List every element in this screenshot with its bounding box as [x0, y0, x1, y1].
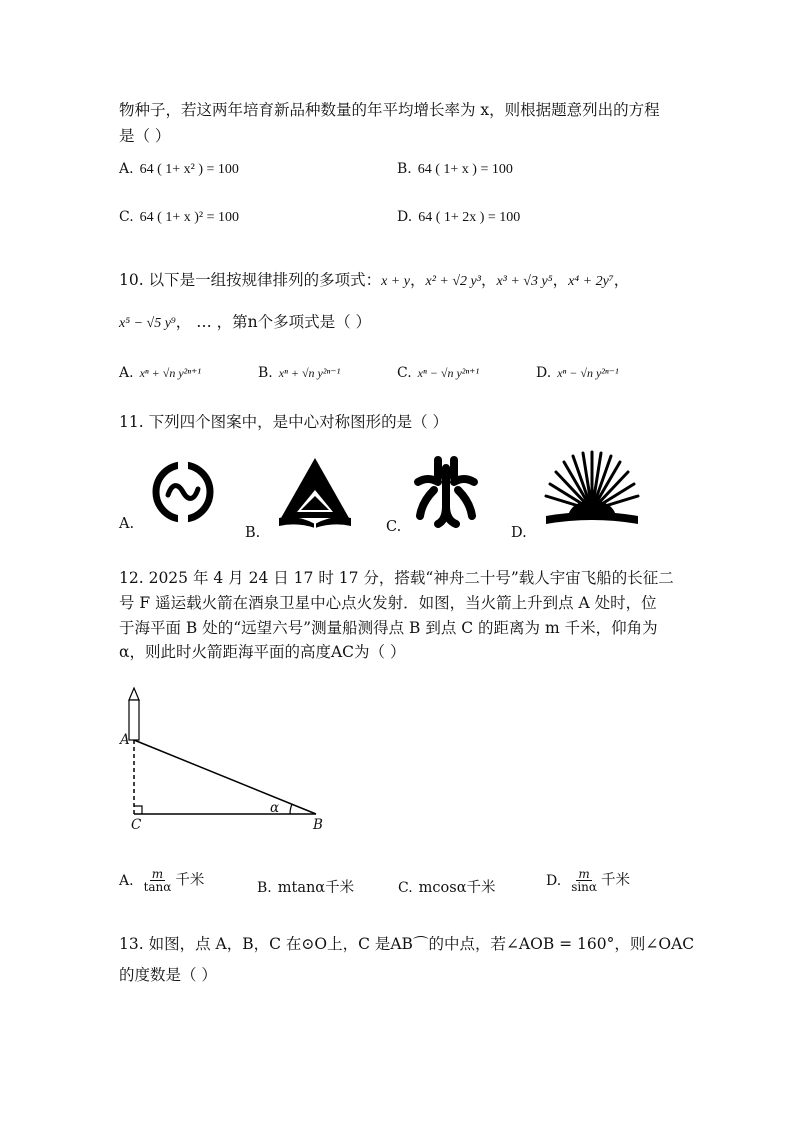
circle-wave-logo-icon — [150, 459, 216, 525]
fraction-m-over-sin: $\frac{m}{\sin\alpha}$ — [571, 867, 598, 894]
q12-stem-line1: 12. 2025 年 4 月 24 日 17 时 17 分，搭载“神舟二十号”载人宇宙飞船的长征二 — [119, 569, 674, 587]
q9-stem-line1: 物种子，若这两年培育新品种数量的年平均增长率为 x，则根据题意列出的方程 — [119, 101, 660, 119]
q10-stem-line2: x⁵ − √5 y⁹， … ，第n个多项式是（ ） — [119, 313, 372, 331]
q9-option-b[interactable]: B. 64 ( 1+ x ) = 100 — [397, 161, 513, 177]
segment-ab — [134, 740, 316, 814]
fraction-m-over-tan: $\frac{m}{\tan\alpha}$ — [143, 867, 172, 894]
q12-option-d[interactable]: D. $\frac{m}{\sin\alpha}$ 千米 — [546, 867, 631, 894]
q12-stem-line2: 号 F 遥运载火箭在酒泉卫星中心点火发射．如图，当火箭上升到点 A 处时，位 — [119, 594, 657, 612]
q10-term-5: x⁵ − √5 y⁹ — [119, 316, 176, 331]
q11-option-a-key[interactable]: A. — [119, 516, 135, 532]
q11-stem: 11. 下列四个图案中，是中心对称图形的是（ ） — [119, 413, 449, 431]
q10-option-c[interactable]: C. xⁿ − √n y²ⁿ⁺¹ — [397, 365, 480, 381]
q11-option-d-key[interactable]: D. — [511, 525, 527, 541]
q11-option-c-key[interactable]: C. — [386, 519, 402, 535]
right-angle-mark — [134, 806, 142, 814]
q12-stem-line4: α，则此时火箭距海平面的高度AC为（ ） — [119, 643, 406, 661]
q10-option-a[interactable]: A. xⁿ + √n y²ⁿ⁺¹ — [119, 365, 201, 381]
q9-option-c[interactable]: C. 64 ( 1+ x )² = 100 — [119, 209, 239, 225]
q10-stem-line1: 10. 以下是一组按规律排列的多项式：x + y，x² + √2 y³，x³ + √3 y⁵，x⁴ + 2y⁷， — [119, 271, 630, 289]
triangle-book-logo-icon — [277, 456, 353, 528]
q10-term-1: x + y — [381, 274, 410, 289]
q13-stem-line1: 13. 如图，点 A，B，C 在⊙O上，C 是AB⌒的中点，若∠AOB = 160°，则∠OAC — [119, 935, 695, 953]
q10-term-4: x⁴ + 2y⁷ — [568, 274, 614, 289]
q9-option-d[interactable]: D. 64 ( 1+ 2x ) = 100 — [397, 209, 521, 225]
q11-option-b-key[interactable]: B. — [245, 525, 261, 541]
q9-stem-line2: 是（ ） — [119, 127, 171, 145]
rocket-triangle-figure — [110, 684, 340, 834]
label-c: C — [131, 817, 142, 833]
label-alpha: α — [270, 800, 280, 816]
peking-university-logo-icon — [414, 458, 478, 528]
q12-option-b[interactable]: B. mtanα千米 — [257, 880, 355, 896]
rocket-body — [129, 700, 139, 740]
q10-term-2: x² + √2 y³ — [425, 274, 481, 289]
angle-alpha-arc — [290, 804, 292, 814]
rocket-nose — [129, 688, 139, 700]
q10-option-d[interactable]: D. xⁿ − √n y²ⁿ⁻¹ — [536, 365, 619, 381]
q9-option-a[interactable]: A. 64 ( 1+ x² ) = 100 — [119, 161, 239, 177]
label-a: A — [120, 732, 130, 748]
q13-stem-line2: 的度数是（ ） — [119, 966, 217, 984]
q12-stem-line3: 于海平面 B 处的“远望六号”测量船测得点 B 到点 C 的距离为 m 千米，仰角为 — [119, 619, 658, 637]
label-b: B — [313, 817, 323, 833]
q12-option-c[interactable]: C. mcosα千米 — [398, 880, 496, 896]
q10-option-b[interactable]: B. xⁿ + √n y²ⁿ⁻¹ — [258, 365, 341, 381]
q12-option-a[interactable]: A. $\frac{m}{\tan\alpha}$ 千米 — [119, 867, 205, 894]
q10-term-3: x³ + √3 y⁵ — [496, 274, 553, 289]
sunrise-rays-logo-icon — [542, 452, 642, 532]
